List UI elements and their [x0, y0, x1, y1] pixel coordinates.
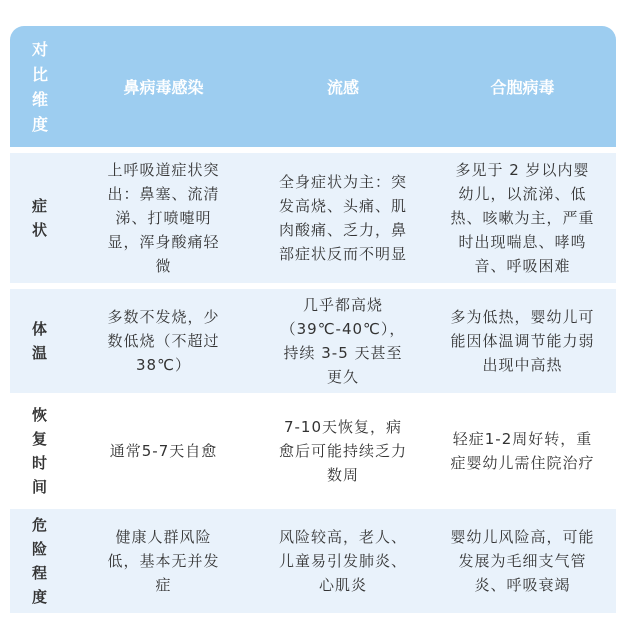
row-label-char: 症: [31, 197, 48, 215]
cell-line: 数周: [326, 466, 359, 484]
header-dimension-char: 对: [31, 39, 48, 59]
cell-line: 发高烧、头痛、肌: [278, 197, 407, 215]
table-row-recovery-time: [10, 399, 616, 503]
cell-line: 38℃）: [136, 356, 191, 374]
cell-line: 愈后可能持续乏力: [278, 442, 407, 460]
cell-line: 发展为毛细支气管: [458, 552, 587, 570]
table-cell: [257, 399, 429, 503]
header-rhinovirus: 鼻病毒感染: [70, 26, 257, 147]
cell-line: 多数不发烧，少: [107, 308, 220, 326]
table-cell: [429, 399, 616, 503]
row-label: [10, 289, 70, 393]
cell-line: 更久: [326, 368, 359, 386]
cell-line: 肉酸痛、乏力，鼻: [278, 221, 407, 239]
header-dimension-char: 度: [31, 114, 48, 134]
row-label-char: 时: [31, 454, 48, 472]
cell-line: 部症状反而不明显: [278, 245, 407, 263]
cell-line: 全身症状为主：突: [278, 173, 407, 191]
row-label-char: 状: [31, 221, 48, 239]
cell-line: 轻症1-2周好转，重: [452, 430, 593, 448]
row-label-char: 险: [31, 540, 48, 558]
cell-line: 炎、呼吸衰竭: [474, 576, 571, 594]
cell-line: 多为低热，婴幼儿可: [450, 308, 595, 326]
cell-line: 通常5-7天自愈: [109, 442, 218, 460]
cell-line: 出现中高热: [482, 356, 563, 374]
row-label-char: 危: [31, 516, 48, 534]
row-label-char: 度: [31, 588, 48, 606]
row-label-char: 复: [31, 430, 48, 448]
cell-line: 数低烧（不超过: [107, 332, 220, 350]
table-cell: [257, 509, 429, 613]
cell-line: 上呼吸道症状突: [107, 161, 220, 179]
table-row-risk-level: [10, 509, 616, 613]
header-dimension: [10, 26, 70, 147]
cell-line: 症婴幼儿需住院治疗: [450, 454, 595, 472]
row-label: [10, 509, 70, 613]
row-label-char: 恢: [31, 406, 48, 424]
cell-line: 能因体温调节能力弱: [450, 332, 595, 350]
cell-line: 热、咳嗽为主，严重: [450, 209, 595, 227]
table-cell: [429, 153, 616, 283]
cell-line: 时出现喘息、哮鸣: [458, 233, 587, 251]
table-cell: [70, 289, 257, 393]
cell-line: 多见于 2 岁以内婴: [455, 161, 590, 179]
table-header-row: [10, 26, 616, 147]
cell-line: 低，基本无并发: [107, 552, 220, 570]
cell-line: 幼儿，以流涕、低: [458, 185, 587, 203]
cell-line: （39℃-40℃），: [280, 320, 406, 338]
cell-line: 症: [155, 576, 172, 594]
table-cell: [257, 153, 429, 283]
comparison-table: [10, 26, 616, 613]
cell-line: 涕、打喷嚏明: [115, 209, 212, 227]
cell-line: 7-10天恢复，病: [283, 418, 403, 436]
row-label: [10, 399, 70, 503]
row-label-char: 体: [31, 320, 48, 338]
table-cell: [429, 509, 616, 613]
comparison-table-container: [10, 26, 616, 640]
cell-line: 风险较高，老人、: [278, 528, 407, 546]
row-label: [10, 153, 70, 283]
header-dimension-char: 维: [31, 89, 48, 109]
table-cell: [257, 289, 429, 393]
row-label-char: 温: [31, 344, 48, 362]
table-row-symptoms: [10, 153, 616, 283]
table-cell: [70, 509, 257, 613]
table-cell: [70, 153, 257, 283]
cell-line: 婴幼儿风险高，可能: [450, 528, 595, 546]
cell-line: 出：鼻塞、流清: [107, 185, 220, 203]
row-label-char: 程: [31, 564, 48, 582]
table-row-temperature: [10, 289, 616, 393]
header-rsv: 合胞病毒: [429, 26, 616, 147]
cell-line: 持续 3-5 天甚至: [283, 344, 403, 362]
table-cell: [70, 399, 257, 503]
cell-line: 儿童易引发肺炎、: [278, 552, 407, 570]
cell-line: 健康人群风险: [115, 528, 212, 546]
row-label-char: 间: [31, 478, 48, 496]
cell-line: 显，浑身酸痛轻: [107, 233, 220, 251]
header-dimension-char: 比: [31, 64, 48, 84]
header-influenza: 流感: [257, 26, 429, 147]
cell-line: 几乎都高烧: [302, 296, 383, 314]
cell-line: 微: [155, 257, 172, 275]
table-cell: [429, 289, 616, 393]
cell-line: 音、呼吸困难: [474, 257, 571, 275]
cell-line: 心肌炎: [318, 576, 367, 594]
